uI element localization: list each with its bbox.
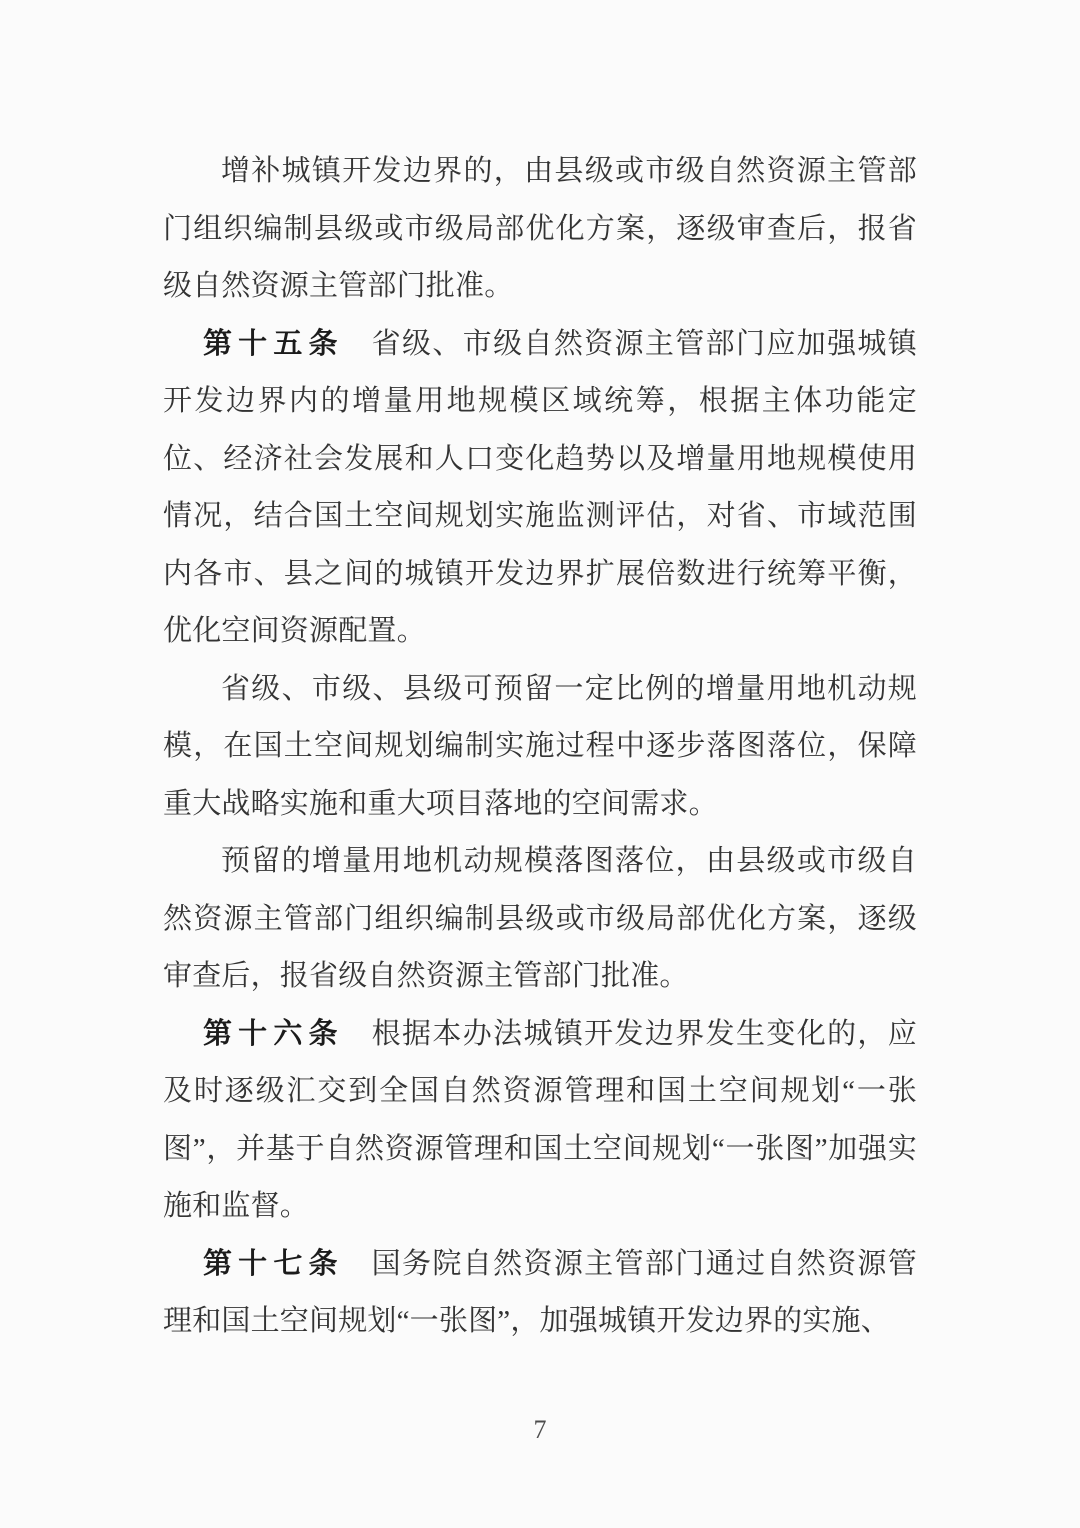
article-number: 第十五条: [203, 327, 344, 360]
paragraph: [163, 143, 917, 316]
paragraph: [163, 316, 917, 661]
paragraph-text: 增补城镇开发边界的，由县级或市级自然资源主管部门组织编制县级或市级局部优化方案，逐级审查后，报省级自然资源主管部门批准。: [163, 155, 917, 302]
paragraph: [163, 833, 917, 1006]
paragraph: [163, 1006, 917, 1236]
document-body: [163, 143, 917, 1351]
paragraph-text: 国务院自然资源主管部门通过自然资源管理和国土空间规划“一张图”，加强城镇开发边界的实施、: [163, 1247, 917, 1337]
paragraph-text: 预留的增量用地机动规模落图落位，由县级或市级自然资源主管部门组织编制县级或市级局部优化方案，逐级审查后，报省级自然资源主管部门批准。: [163, 845, 917, 992]
paragraph: [163, 1236, 917, 1351]
article-number: 第十七条: [203, 1247, 344, 1280]
article-number: 第十六条: [203, 1017, 344, 1050]
page-number: 7: [533, 1415, 547, 1444]
paragraph-text: 根据本办法城镇开发边界发生变化的，应及时逐级汇交到全国自然资源管理和国土空间规划“一张图”，并基于自然资源管理和国土空间规划“一张图”加强实施和监督。: [163, 1017, 917, 1222]
paragraph-text: 省级、市级自然资源主管部门应加强城镇开发边界内的增量用地规模区域统筹，根据主体功能定位、经济社会发展和人口变化趋势以及增量用地规模使用情况，结合国土空间规划实施监测评估，对省、市域范围内各市、县之间的城镇开发边界扩展倍数进行统筹平衡，优化空间资源配置。: [163, 327, 917, 647]
paragraph-text: 省级、市级、县级可预留一定比例的增量用地机动规模，在国土空间规划编制实施过程中逐步落图落位，保障重大战略实施和重大项目落地的空间需求。: [163, 672, 917, 820]
paragraph: [163, 661, 917, 834]
